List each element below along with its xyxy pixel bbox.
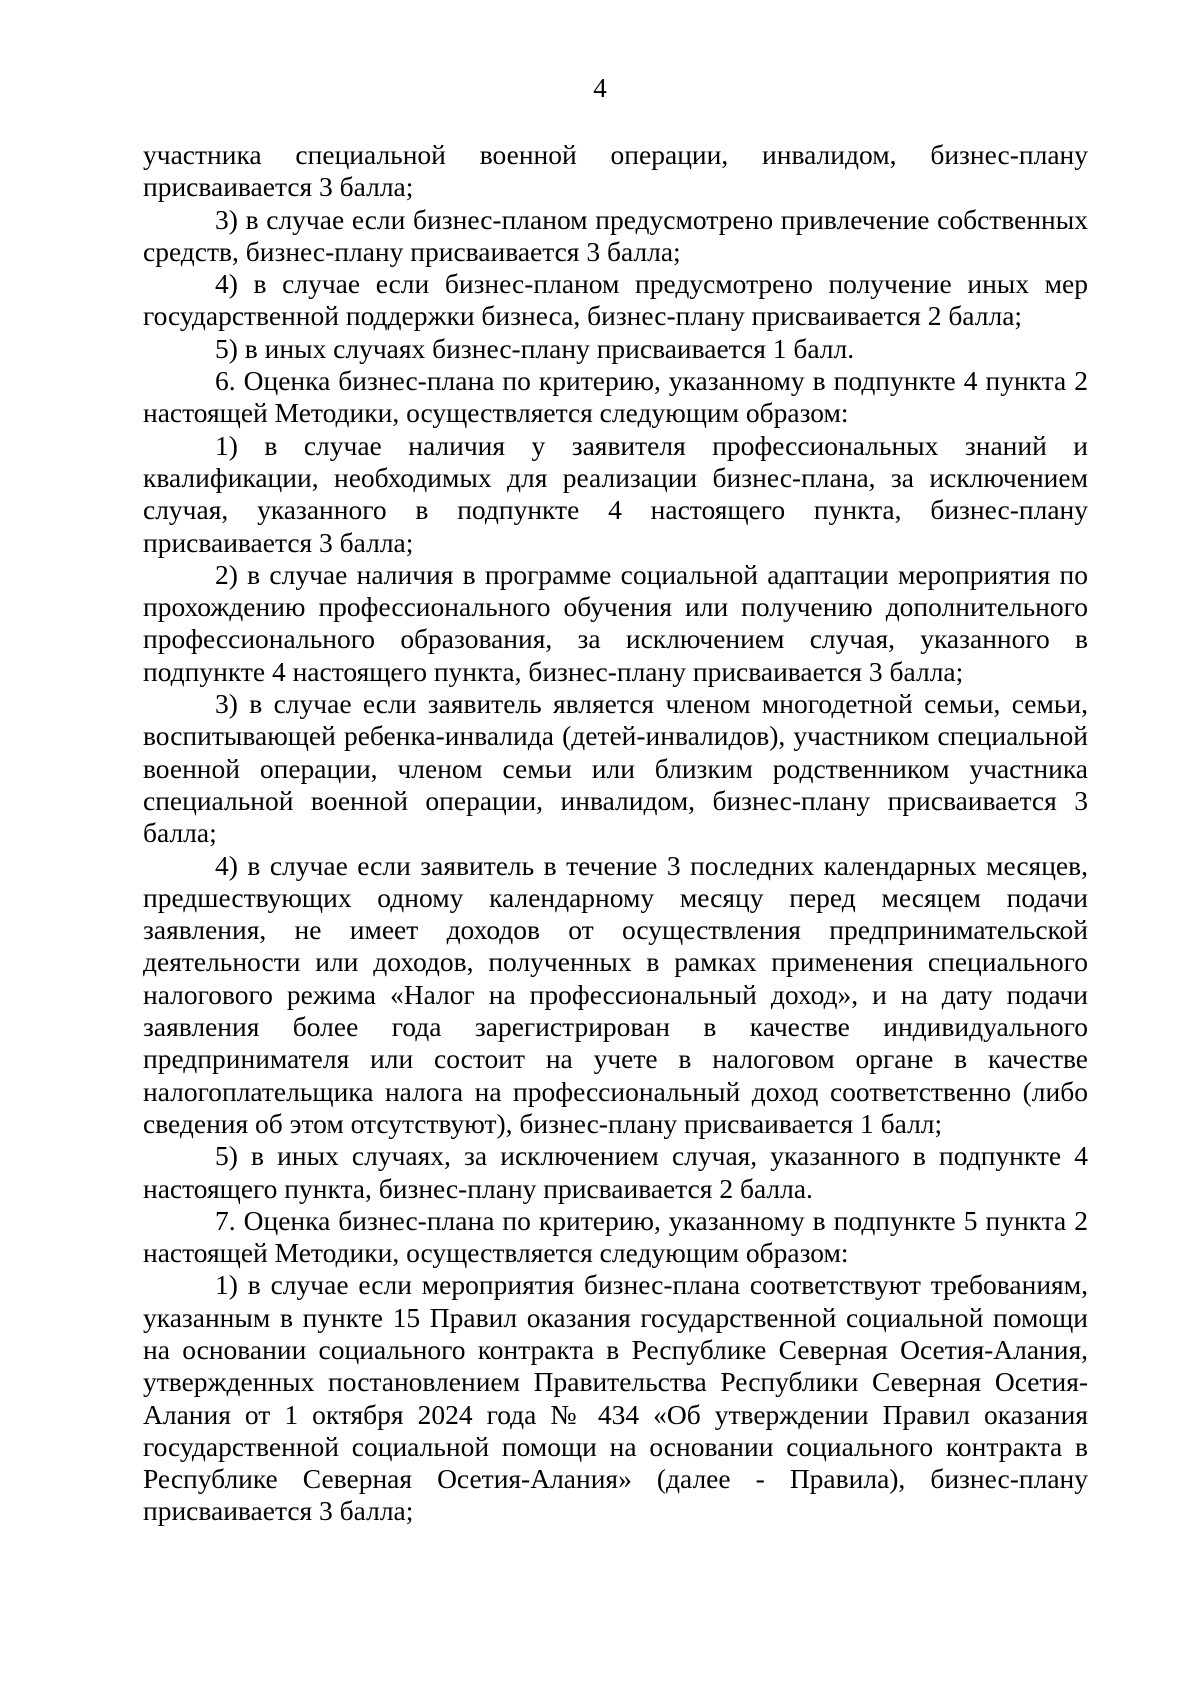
paragraph: 3) в случае если заявитель является членом многодетной семьи, семьи, воспитывающей ребенка-инвалида (детей-инвалидов), участником специальной военной операции, членом семьи или близким родственником участника специальной военной операции, инвалидом, бизнес-плану присваивается 3 балла; (143, 688, 1088, 849)
paragraph: 3) в случае если бизнес-планом предусмотрено привлечение собственных средств, бизнес-плану присваивается 3 балла; (143, 203, 1088, 267)
paragraph: 5) в иных случаях бизнес-плану присваивается 1 балл. (215, 332, 855, 364)
paragraph: 5) в иных случаях, за исключением случая, указанного в подпункте 4 настоящего пункта, бизнес-плану присваивается 2 балла. (143, 1140, 1088, 1204)
paragraph: участника специальной военной операции, инвалидом, бизнес-плану присваивается 3 балла; (143, 139, 1088, 203)
document-body (143, 139, 1088, 1528)
paragraph: 4) в случае если заявитель в течение 3 последних календарных месяцев, предшествующих одному календарному месяцу перед месяцем подачи заявления, не имеет доходов от осуществления предпринимательской деятельности или доходов, полученных в рамках применения специального налогового режима «Налог на профессиональный доход», и на дату подачи заявления более года зарегистрирован в качестве индивидуального предпринимателя или состоит на учете в налоговом органе в качестве налогоплательщика налога на профессиональный доход соответственно (либо сведения об этом отсутствуют), бизнес-плану присваивается 1 балл; (143, 849, 1088, 1139)
paragraph: 2) в случае наличия в программе социальной адаптации мероприятия по прохождению профессионального обучения или получению дополнительного профессионального образования, за исключением случая, указанного в подпункте 4 настоящего пункта, бизнес-плану присваивается 3 балла; (143, 558, 1088, 687)
paragraph: 1) в случае наличия у заявителя профессиональных знаний и квалификации, необходимых для реализации бизнес-плана, за исключением случая, указанного в подпункте 4 настоящего пункта, бизнес-плану присваивается 3 балла; (143, 429, 1088, 558)
paragraph: 1) в случае если мероприятия бизнес-плана соответствуют требованиям, указанным в пункте 15 Правил оказания государственной социальной помощи на основании социального контракта в Республике Северная Осетия-Алания, утвержденных постановлением Правительства Республики Северная Осетия-Алания от 1 октября 2024 года № 434 «Об утверждении Правил оказания государственной социальной помощи на основании социального контракта в Республике Северная Осетия-Алания» (далее - Правила), бизнес-плану присваивается 3 балла; (143, 1269, 1088, 1527)
paragraph: 4) в случае если бизнес-планом предусмотрено получение иных мер государственной поддержки бизнеса, бизнес-плану присваивается 2 балла; (143, 268, 1088, 332)
paragraph: 7. Оценка бизнес-плана по критерию, указанному в подпункте 5 пункта 2 настоящей Методики, осуществляется следующим образом: (143, 1204, 1088, 1269)
page-number: 4 (593, 73, 607, 103)
paragraph: 6. Оценка бизнес-плана по критерию, указанному в подпункте 4 пункта 2 настоящей Методики, осуществляется следующим образом: (143, 365, 1088, 429)
